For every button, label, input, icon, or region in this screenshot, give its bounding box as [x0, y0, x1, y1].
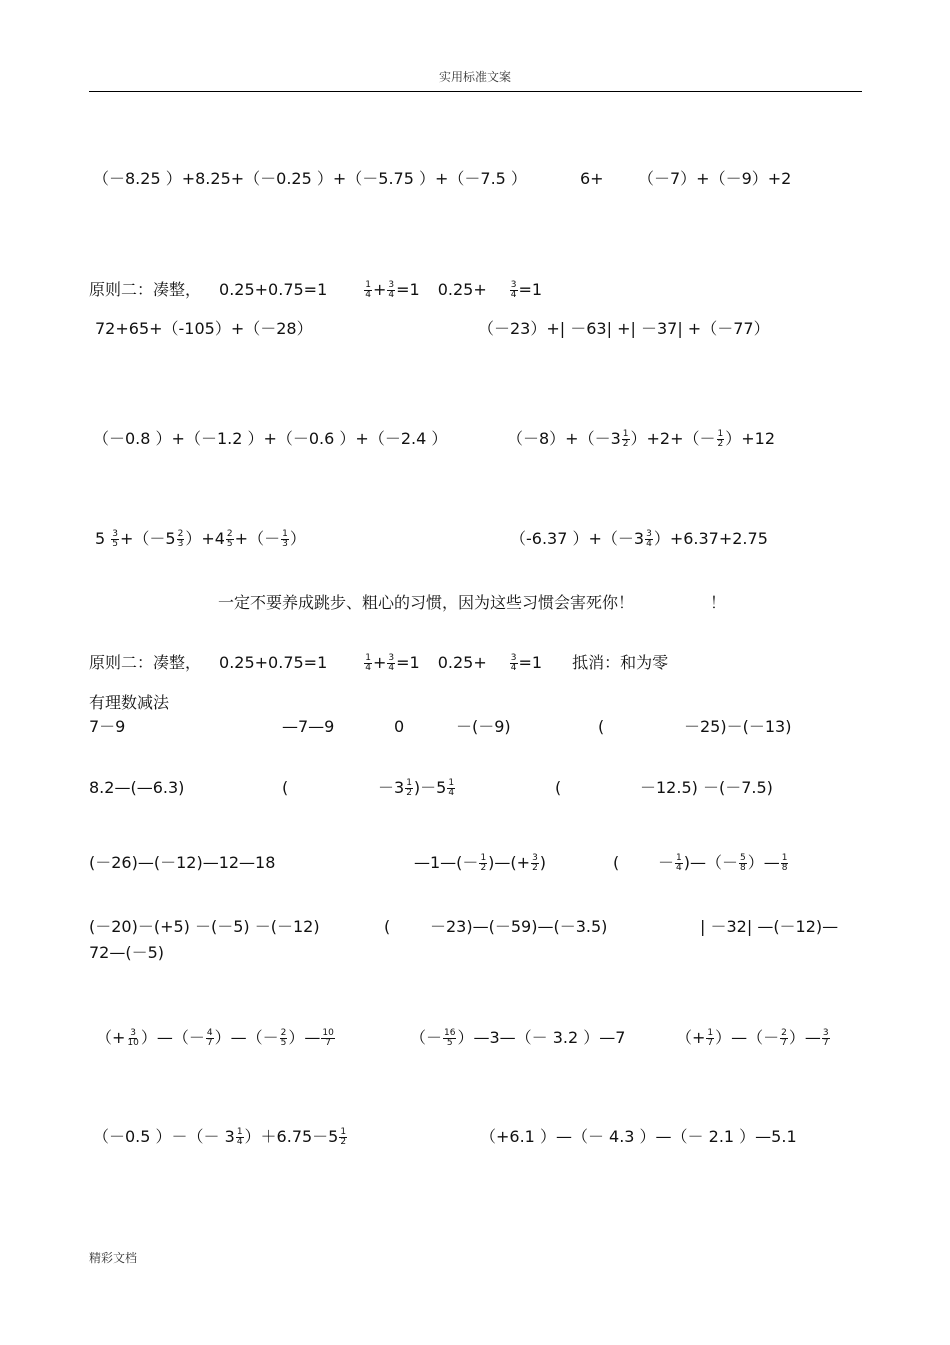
page-footer: 精彩文档 — [89, 1251, 138, 1265]
fraction: $\frac{3}{4}$ — [646, 529, 652, 549]
fraction: $\frac{1}{2}$ — [480, 853, 487, 873]
sub-2b-open: ( — [282, 778, 289, 797]
exercise-line-3b: （－23）+| －63| +| －37| +（－77） — [478, 319, 770, 338]
exercise-line-4a: （－0.8 ）+（－1.2 ）+（－0.6 ）+（－2.4 ） — [93, 429, 448, 448]
sub-4a: (－20)－(+5) －(－5) －(－12) — [89, 917, 320, 936]
warning-text: 一定不要养成跳步、粗心的习惯，因为这些习惯会害死你！ — [218, 593, 635, 612]
sub-3b: —1—(－ $\frac{1}{2}$ )—(+ $\frac{3}{2}$ ) — [414, 853, 547, 873]
sub-1d: －(－9) — [456, 717, 511, 736]
exercise-line-5a: 5 $\frac{3}{5}$ +（－5 $\frac{2}{3}$ ）+4 $\frac{2}{5}$ +（－ $\frac{1}{3}$ ） — [95, 529, 306, 549]
exercise-line-3a: 72+65+（-105）+（－28） — [95, 319, 313, 338]
fraction: $\frac{1}{4}$ — [448, 778, 455, 798]
fraction: $\frac{1}{2}$ — [340, 1127, 347, 1147]
fraction: $\frac{1}{7}$ — [707, 1028, 714, 1048]
sub-3c: － $\frac{1}{4}$ )—（－ $\frac{5}{8}$ ）— $\frac{1}{8}$ — [658, 853, 788, 873]
sub-2c-open: ( — [555, 778, 562, 797]
page-header: 实用标准文案 — [438, 70, 511, 84]
sub-6a: （－0.5 ）－（－ 3 $\frac{1}{4}$ ）＋6.75－5 $\frac{1}{2}$ — [93, 1127, 347, 1147]
fraction: $\frac{2}{7}$ — [781, 1028, 787, 1048]
sub-1a: 7－9 — [89, 717, 126, 736]
fraction: $\frac{3}{4}$ — [510, 280, 517, 300]
section-title: 有理数减法 — [89, 693, 170, 712]
sub-1f: －25)－(－13) — [684, 717, 792, 736]
principle-extra: 抵消：和为零 — [572, 653, 669, 672]
sub-4d: 72—(－5) — [89, 943, 165, 962]
fraction: $\frac{3}{4}$ — [388, 653, 395, 673]
sub-4b-open: ( — [384, 917, 391, 936]
exercise-line-4b: （－8）+（－3 $\frac{1}{2}$ ）+2+（－ $\frac{1}{2}$ ）+12 — [507, 429, 776, 449]
principle-example-a: 0.25+0.75=1 — [219, 280, 328, 299]
sub-6b: （+6.1 ）—（－ 4.3 ）—（－ 2.1 ）—5.1 — [480, 1127, 797, 1146]
sub-2b: －3 $\frac{1}{2}$ )－5 $\frac{1}{4}$ — [378, 778, 455, 798]
sub-5c: （+ $\frac{1}{7}$ ）—（－ $\frac{2}{7}$ ）— $\frac{3}{7}$ — [676, 1028, 829, 1048]
sub-2a: 8.2—(—6.3) — [89, 778, 185, 797]
sub-4c: | －32| —(－12)— — [700, 917, 839, 936]
fraction: $\frac{3}{7}$ — [822, 1028, 829, 1048]
principle-two-line: 原则二：凑整， 0.25+0.75=1 $\frac{1}{4}$ + $\frac{3}{4}$ =1 0.25+ $\frac{3}{4}$ =1 — [89, 280, 543, 300]
header-rule — [89, 91, 862, 92]
sub-1b: —7—9 — [282, 717, 335, 736]
fraction: $\frac{1}{4}$ — [676, 853, 682, 873]
fraction: $\frac{5}{8}$ — [740, 853, 746, 873]
sub-2c: －12.5) －(－7.5) — [640, 778, 773, 797]
fraction: $\frac{1}{4}$ — [365, 653, 371, 673]
sub-4b: －23)—(－59)—(－3.5) — [430, 917, 608, 936]
fraction: $\frac{1}{2}$ — [622, 429, 629, 449]
principle-label: 原则二：凑整， — [89, 280, 202, 299]
sub-3c-open: ( — [613, 853, 620, 872]
sub-1c: 0 — [394, 717, 405, 736]
fraction: $\frac{2}{3}$ — [177, 529, 184, 549]
fraction: $\frac{3}{2}$ — [532, 853, 538, 873]
fraction: $\frac{3}{4}$ — [510, 653, 517, 673]
fraction: $\frac{16}{5}$ — [444, 1028, 456, 1048]
fraction: $\frac{2}{5}$ — [280, 1028, 287, 1048]
principle-two-line-repeat: 原则二：凑整， 0.25+0.75=1 $\frac{1}{4}$ + $\frac{3}{4}$ =1 0.25+ $\frac{3}{4}$ =1 抵消：和为零 — [89, 653, 669, 673]
sub-5a: （+ $\frac{3}{10}$ ）—（－ $\frac{4}{7}$ ）—（－ $\frac{2}{5}$ ）— $\frac{10}{7}$ — [96, 1028, 334, 1048]
fraction: $\frac{3}{4}$ — [388, 280, 395, 300]
fraction: $\frac{1}{2}$ — [406, 778, 412, 798]
fraction: $\frac{1}{3}$ — [282, 529, 288, 549]
fraction: $\frac{1}{4}$ — [365, 280, 371, 300]
sub-5b: （－ $\frac{16}{5}$ ）—3—（－ 3.2 ）—7 — [410, 1028, 626, 1048]
fraction: $\frac{4}{7}$ — [206, 1028, 213, 1048]
sub-1e: ( — [598, 717, 605, 736]
exercise-line-1c: （－7）+（－9）+2 — [638, 169, 792, 188]
fraction: $\frac{1}{2}$ — [717, 429, 724, 449]
sub-3a: (－26)—(－12)—12—18 — [89, 853, 276, 872]
warning-mark: ！ — [710, 593, 727, 612]
fraction: $\frac{2}{5}$ — [226, 529, 233, 549]
fraction: $\frac{3}{5}$ — [112, 529, 118, 549]
fraction: $\frac{3}{10}$ — [127, 1028, 139, 1048]
fraction: $\frac{1}{4}$ — [236, 1127, 243, 1147]
fraction: $\frac{1}{8}$ — [781, 853, 788, 873]
exercise-line-5b: （-6.37 ）+（－3 $\frac{3}{4}$ ）+6.37+2.75 — [510, 529, 768, 549]
exercise-line-1b: 6+ — [580, 169, 604, 188]
exercise-line-1a: （－8.25 ）+8.25+（－0.25 ）+（－5.75 ）+（－7.5 ） — [93, 169, 527, 188]
fraction: $\frac{10}{7}$ — [322, 1028, 334, 1048]
